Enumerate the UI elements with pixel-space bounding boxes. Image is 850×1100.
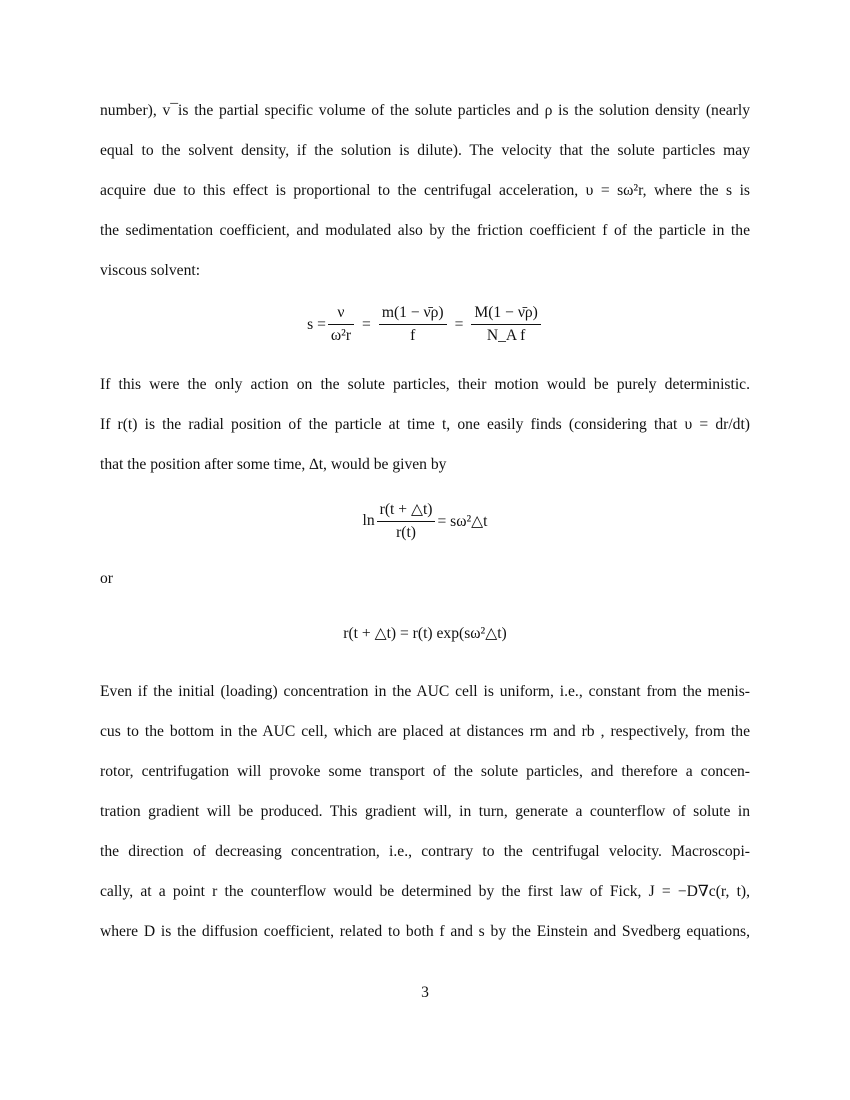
text-line: If r(t) is the radial position of the particle at time t, one easily finds (considering that υ = dr/dt) xyxy=(100,416,750,433)
text-line: number), v¯is the partial specific volume of the solute particles and ρ is the solution density (nearly xyxy=(100,102,750,119)
eq-denominator: ω²r xyxy=(328,324,354,345)
equation-sedimentation xyxy=(0,304,850,345)
text-line: viscous solvent: xyxy=(100,262,201,279)
text-line: tration gradient will be produced. This gradient will, in turn, generate a counterflow of solute in xyxy=(100,803,750,820)
text-line: cally, at a point r the counterflow would be determined by the first law of Fick, J = −D∇c(r, t), xyxy=(100,883,750,900)
eq-numerator: m(1 − ν̄ρ) xyxy=(381,304,444,321)
eq-body: r(t + △t) = r(t) exp(sω²△t) xyxy=(343,625,507,642)
eq-operator: = xyxy=(454,315,464,333)
eq-fraction xyxy=(471,304,540,345)
eq-numerator: ν xyxy=(337,304,345,321)
text-line: If this were the only action on the solute particles, their motion would be purely deterministic. xyxy=(100,376,750,393)
equation-log-position xyxy=(0,500,850,542)
eq-denominator: r(t) xyxy=(377,521,436,542)
eq-fraction xyxy=(377,500,436,542)
text-line: acquire due to this effect is proportional to the centrifugal acceleration, υ = sω²r, where the s is xyxy=(100,182,750,199)
eq-operator: = xyxy=(362,315,371,333)
eq-rhs: = sω²△t xyxy=(437,512,488,530)
text-line: the direction of decreasing concentration, i.e., contrary to the centrifugal velocity. Macroscopi- xyxy=(100,843,750,860)
eq-numerator: r(t + △t) xyxy=(379,501,433,518)
eq-denominator: f xyxy=(379,324,447,345)
eq-numerator: M(1 − ν̄ρ) xyxy=(474,304,538,321)
text-line: cus to the bottom in the AUC cell, which are placed at distances rm and rb , respectively, from the xyxy=(100,723,750,740)
text-line: that the position after some time, ∆t, would be given by xyxy=(100,456,447,473)
text-line: or xyxy=(100,570,113,587)
eq-lhs: s = xyxy=(307,315,326,333)
eq-fraction xyxy=(379,304,447,345)
eq-ln: ln xyxy=(362,512,375,529)
equation-exp-position xyxy=(0,624,850,643)
text-line: equal to the solvent density, if the solution is dilute). The velocity that the solute particles may xyxy=(100,142,750,159)
text-line: where D is the diffusion coefficient, related to both f and s by the Einstein and Svedberg equations, xyxy=(100,923,750,940)
text-line: Even if the initial (loading) concentration in the AUC cell is uniform, i.e., constant from the menis- xyxy=(100,683,750,700)
text-line: the sedimentation coefficient, and modulated also by the friction coefficient f of the particle in the xyxy=(100,222,750,239)
eq-fraction xyxy=(328,304,354,345)
eq-denominator: N_A f xyxy=(471,324,540,345)
page-number: 3 xyxy=(421,984,429,1001)
text-line: rotor, centrifugation will provoke some transport of the solute particles, and therefore a concen- xyxy=(100,763,750,780)
